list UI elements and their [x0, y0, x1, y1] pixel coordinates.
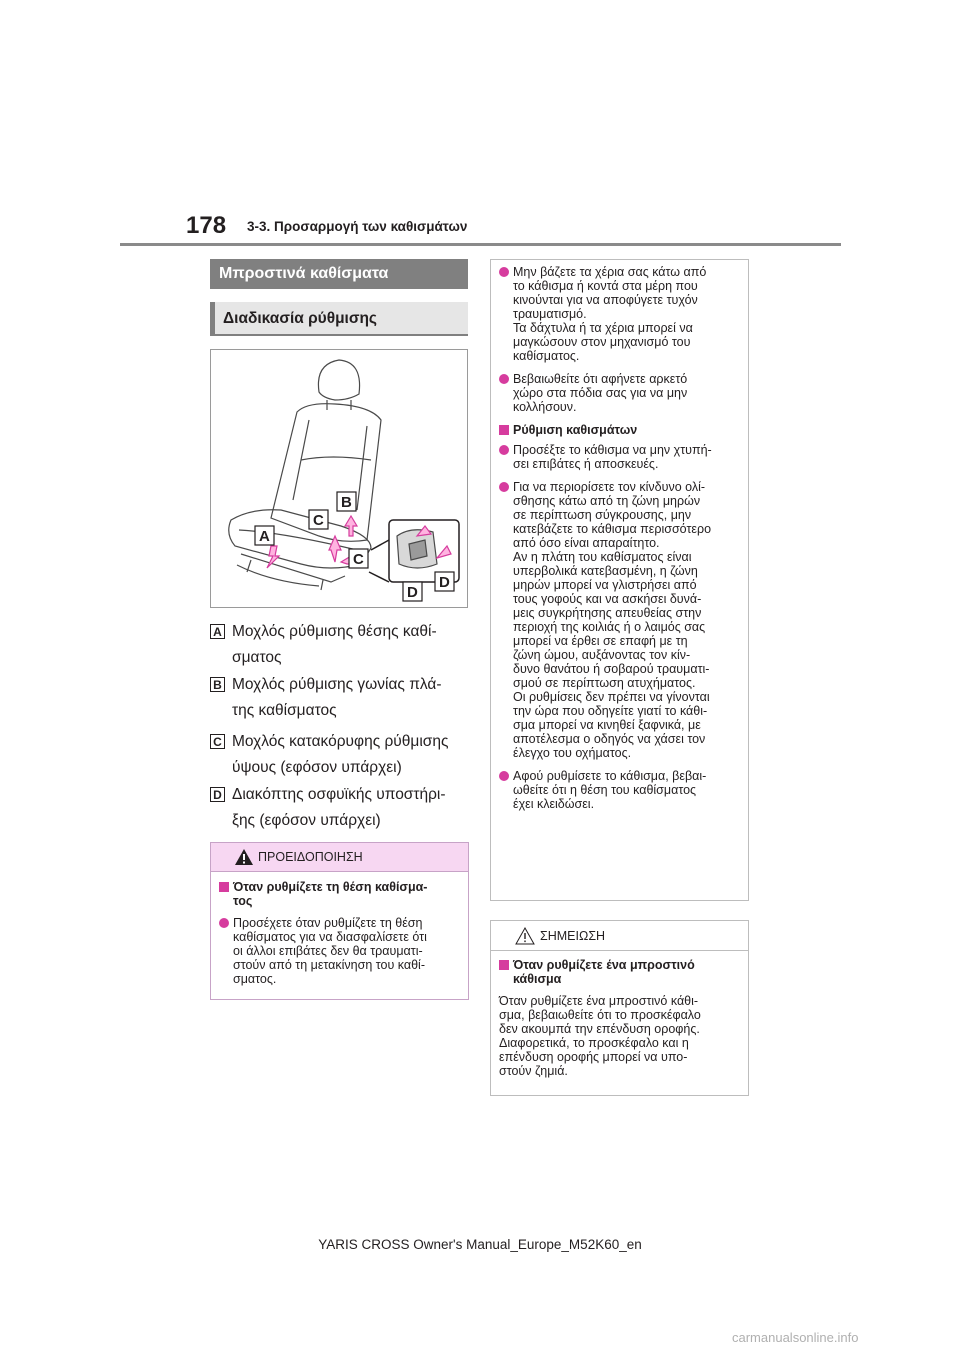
note-header — [491, 921, 748, 951]
legend-text-a1: Μοχλός ρύθμισης θέσης καθί- — [232, 623, 437, 640]
warning-triangle-icon — [234, 848, 254, 866]
fig-label-a: A — [259, 528, 270, 545]
legend-item-b — [210, 672, 472, 724]
subhead-seat-adjustment: Ρύθμιση καθισμάτων — [499, 423, 740, 437]
bullet-icon — [499, 374, 509, 384]
warning-continuation-box — [490, 259, 749, 901]
arrow-b — [345, 516, 357, 536]
legend-text-a2: σματος — [232, 649, 282, 666]
heading-front-seats: Μπροστινά καθίσματα — [210, 259, 468, 289]
note-subhead: Όταν ρυθμίζετε ένα μπροστινό κάθισμα — [499, 958, 740, 986]
legend-text-d2: ξης (εφόσον υπάρχει) — [232, 812, 381, 829]
bullet-locked: Αφού ρυθμίσετε το κάθισμα, βεβαι- ωθείτε ότι η θέση του καθίσματος έχει κλειδώσει. — [499, 769, 740, 811]
legend-badge-d: D — [210, 787, 225, 802]
warning-paragraph: Προσέχετε όταν ρυθμίζετε τη θέση καθίσματος για να διασφαλίσετε ότι οι άλλοι επιβάτες δεν θα τραυματι- στούν από τη μετακίνηση του καθί- σματος. — [219, 916, 460, 986]
legend-item-c — [210, 729, 472, 781]
note-paragraph: Όταν ρυθμίζετε ένα μπροστινό κάθι- σμα, βεβαιωθείτε ότι το προσκέφαλο δεν ακουμπά την επένδυση οροφής. Διαφορετικά, το προσκέφαλο και η επένδυση οροφής μπορεί να υπο- στούν ζημιά. — [499, 994, 701, 1078]
legend-text-c2: ύψους (εφόσον υπάρχει) — [232, 759, 402, 776]
watermark: carmanualsonline.info — [732, 1330, 859, 1345]
bullet-icon — [499, 445, 509, 455]
fig-label-d2: D — [407, 584, 418, 601]
fig-label-c1: C — [313, 512, 324, 529]
fig-label-d1: D — [439, 574, 450, 591]
legend-badge-a: A — [210, 624, 225, 639]
notice-triangle-icon — [515, 927, 535, 945]
bullet-passengers: Προσέξτε το κάθισμα να μην χτυπή- σει επιβάτες ή αποσκευές. — [499, 443, 740, 471]
bullet-icon — [499, 482, 509, 492]
note-box — [490, 920, 749, 1096]
bullet-icon — [499, 267, 509, 277]
fig-label-c2: C — [353, 551, 364, 568]
fig-label-b: B — [341, 494, 352, 511]
bullet-submarining: Για να περιορίσετε τον κίνδυνο ολί- σθησης κάτω από τη ζώνη μηρών σε περίπτωση σύγκρουσης, μην κατεβάζετε το κάθισμα περισσότερο από όσο είναι απαραίτητο. Αν η πλάτη του καθίσματος είναι υπερβολικά κατεβασμένη, η ζώνη μηρών μπορεί να γλιστρήσει από τους γοφούς και να ασκήσει δυνά- μεις συγκρήτησης απευθείας στην περιοχή της κοιλιάς ή ο λαιμός σας μπορεί να έρθει σε επαφή με τη ζώνη ώμου, αυξάνοντας τον κίν- δυνο θανάτου ή σοβαρού τραυματι- σμού σε περίπτωση ατυχήματος. Οι ρυθμίσεις δεν πρέπει να γίνονται την ώρα που οδηγείτε γιατί το κάθι- σμα μπορεί να κινηθεί ξαφνικά, με αποτέλεσμα ο οδηγός να χάσει τον έλεγχο του οχήματος. — [499, 480, 740, 760]
warning-header — [211, 843, 468, 872]
seat-illustration — [211, 350, 467, 607]
warning-box — [210, 842, 469, 1000]
arrow-c1 — [329, 536, 341, 562]
legend-text-d1: Διακόπτης οσφυϊκής υποστήρι- — [232, 786, 446, 803]
seat-figure — [210, 349, 468, 608]
legend-badge-c: C — [210, 734, 225, 749]
header-rule — [120, 243, 841, 246]
legend-text-b1: Μοχλός ρύθμισης γωνίας πλά- — [232, 676, 442, 693]
legend-text-b2: της καθίσματος — [232, 702, 337, 719]
warning-content — [219, 880, 460, 986]
heading-adjustment-procedure: Διαδικασία ρύθμισης — [210, 302, 468, 336]
legend-badge-b: B — [210, 677, 225, 692]
bullet-feet: Βεβαιωθείτε ότι αφήνετε αρκετό χώρο στα πόδια σας για να μην κολλήσουν. — [499, 372, 740, 414]
section-title: 3-3. Προσαρμογή των καθισμάτων — [247, 219, 468, 234]
legend-text-c1: Μοχλός κατακόρυφης ρύθμισης — [232, 733, 449, 750]
legend-item-a — [210, 619, 472, 671]
note-content — [499, 958, 740, 1078]
footer-manual-id: YARIS CROSS Owner's Manual_Europe_M52K60_en — [318, 1237, 642, 1252]
warning-title: ΠΡΟΕΙΔΟΠΟΙΗΣΗ — [258, 850, 363, 864]
bullet-icon — [499, 771, 509, 781]
note-title: ΣΗΜΕΙΩΣΗ — [540, 929, 606, 943]
bullet-hands: Μην βάζετε τα χέρια σας κάτω από το κάθισμα ή κοντά στα μέρη που κινούνται για να αποφύγετε τυχόν τραυματισμό. Τα δάχτυλα ή τα χέρια μπορεί να μαγκώσουν στον μηχανισμό του καθίσματος. — [499, 265, 740, 363]
legend-item-d — [210, 782, 472, 834]
bullet-icon — [219, 918, 229, 928]
warning-continuation-content — [499, 265, 740, 811]
warning-subhead: Όταν ρυθμίζετε τη θέση καθίσμα- τος — [219, 880, 460, 908]
page-number: 178 — [186, 212, 227, 239]
